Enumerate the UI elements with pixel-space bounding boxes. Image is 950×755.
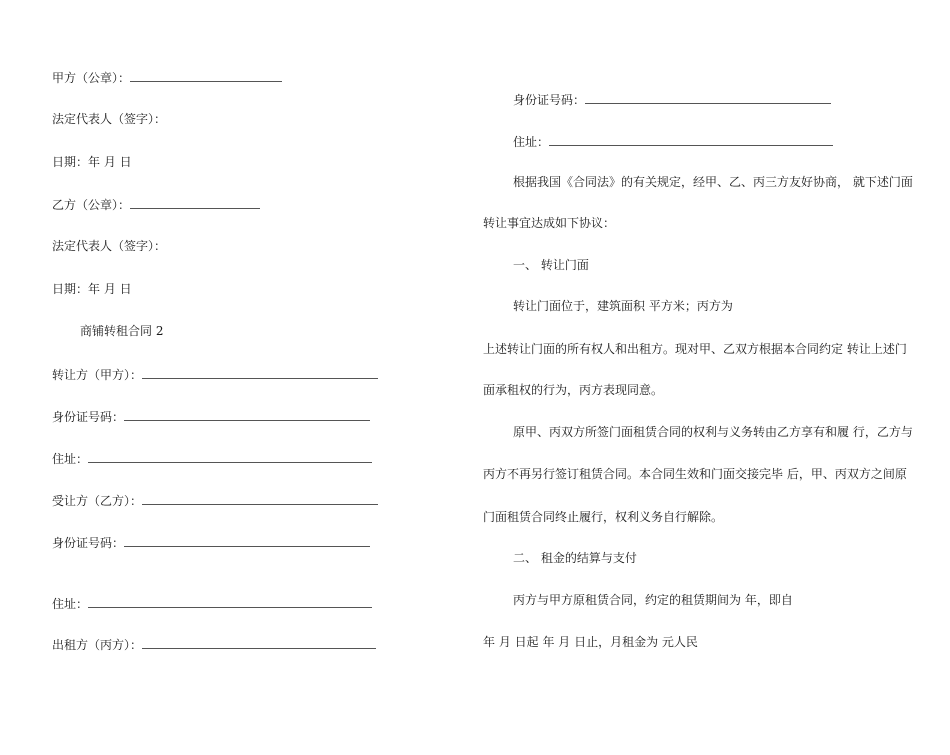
right-id-no-label: 身份证号码： <box>513 93 586 107</box>
address-1-label: 住址： <box>52 452 89 466</box>
p1-line1: 根据我国《合同法》的有关规定，经甲、乙、丙三方友好协商， 就下述门面 <box>513 175 913 189</box>
lessor-label: 出租方（丙方）： <box>52 638 143 652</box>
p2-line3: 面承租权的行为，丙方表现同意。 <box>483 383 664 397</box>
right-id-no-blank <box>585 92 831 104</box>
transferee-blank <box>142 493 378 505</box>
id-no-1-label: 身份证号码： <box>52 410 125 424</box>
p3-line3: 门面租赁合同终止履行，权利义务自行解除。 <box>483 510 724 524</box>
contract-title: 商铺转租合同 2 <box>80 324 164 338</box>
lessor-blank <box>142 637 376 649</box>
date-2: 日期：年 月 日 <box>52 282 132 296</box>
address-1-field <box>52 451 372 466</box>
id-no-1-blank <box>124 409 370 421</box>
party-a-seal-label: 甲方（公章）： <box>52 71 131 85</box>
address-2-blank <box>88 596 372 608</box>
party-b-seal-field <box>52 197 260 212</box>
transferee-label: 受让方（乙方）： <box>52 494 143 508</box>
transferor-label: 转让方（甲方）： <box>52 368 143 382</box>
id-no-2-label: 身份证号码： <box>52 536 125 550</box>
address-1-blank <box>88 451 372 463</box>
p2-line1: 转让门面位于，建筑面积 平方米；丙方为 <box>513 299 733 313</box>
p1-line2: 转让事宜达成如下协议： <box>483 216 616 230</box>
party-b-rep-label: 法定代表人（签字）： <box>52 239 167 253</box>
date-1: 日期：年 月 日 <box>52 155 132 169</box>
transferor-blank <box>142 367 378 379</box>
party-b-seal-label: 乙方（公章）： <box>52 198 131 212</box>
p3-line2: 丙方不再另行签订租赁合同。本合同生效和门面交接完毕 后，甲、丙双方之间原 <box>483 467 907 481</box>
section1-heading: 一、 转让门面 <box>513 258 589 272</box>
id-no-2-field <box>52 535 370 550</box>
id-no-1-field <box>52 409 370 424</box>
transferor-field <box>52 367 378 382</box>
right-id-no-field <box>513 92 831 107</box>
party-b-seal-blank <box>130 197 260 209</box>
transferee-field <box>52 493 378 508</box>
id-no-2-blank <box>124 535 370 547</box>
lessor-field <box>52 637 376 652</box>
p4-line2: 年 月 日起 年 月 日止，月租金为 元人民 <box>483 635 698 649</box>
right-address-field <box>513 134 833 149</box>
party-a-seal-blank <box>130 70 282 82</box>
right-address-label: 住址： <box>513 135 550 149</box>
address-2-label: 住址： <box>52 597 89 611</box>
party-a-seal-field <box>52 70 282 85</box>
section2-heading: 二、 租金的结算与支付 <box>513 551 637 565</box>
address-2-field <box>52 596 372 611</box>
p3-line1: 原甲、丙双方所签门面租赁合同的权利与义务转由乙方享有和履 行，乙方与 <box>513 425 913 439</box>
p2-line2: 上述转让门面的所有权人和出租方。现对甲、乙双方根据本合同约定 转让上述门 <box>483 342 907 356</box>
party-a-rep-label: 法定代表人（签字）： <box>52 112 167 126</box>
right-address-blank <box>549 134 833 146</box>
p4-line1: 丙方与甲方原租赁合同，约定的租赁期间为 年，即自 <box>513 593 793 607</box>
